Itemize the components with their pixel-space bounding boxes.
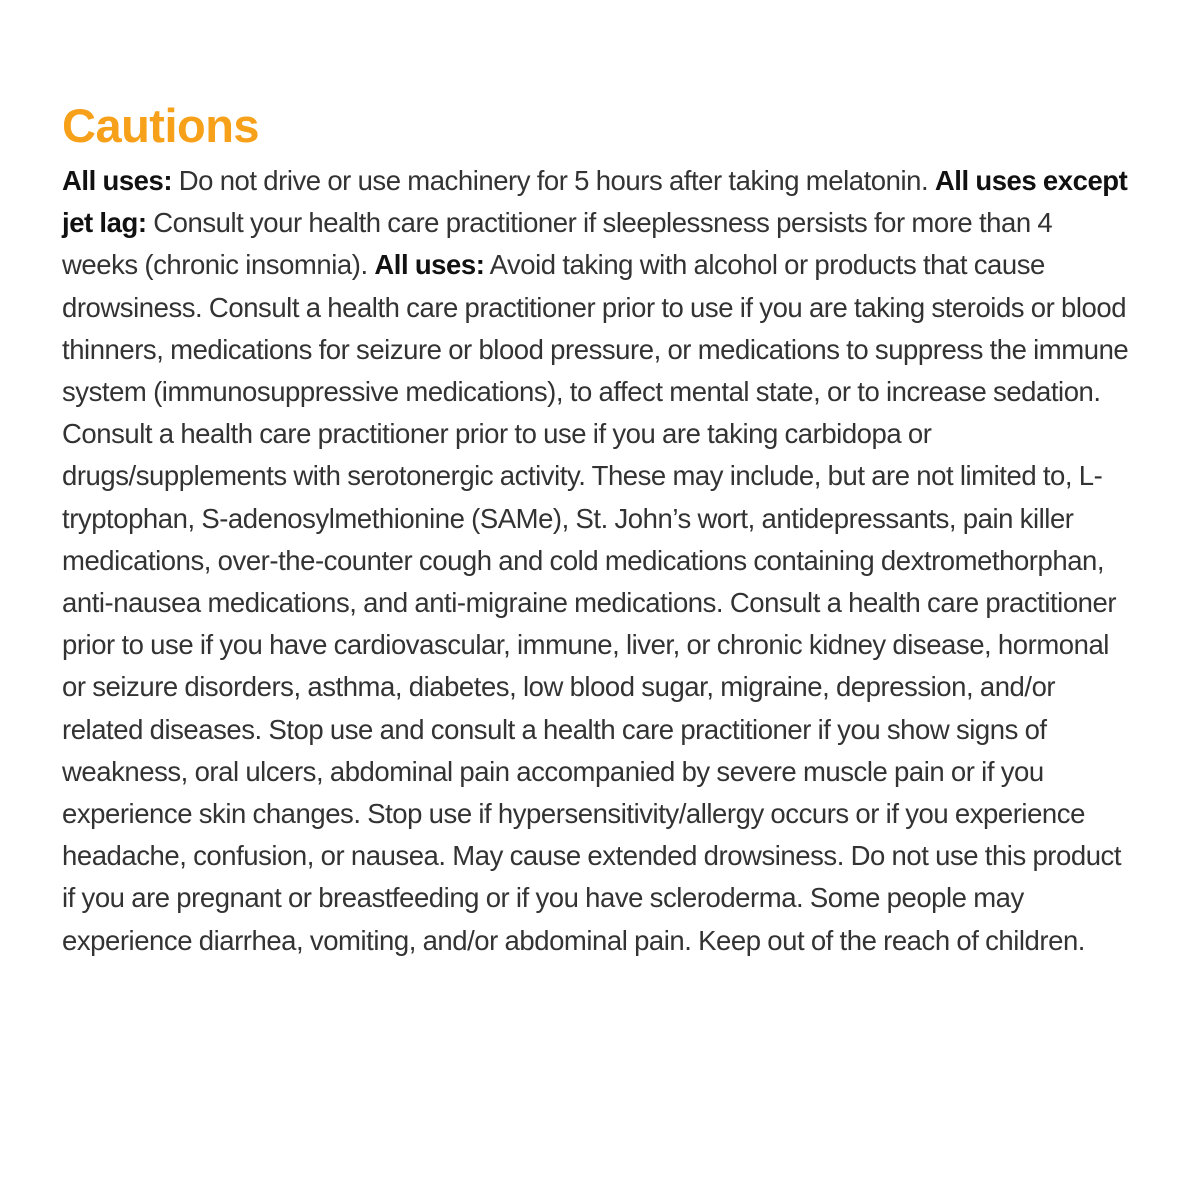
- label-all-uses: All uses:: [62, 165, 173, 196]
- cautions-section: [62, 98, 1134, 962]
- label-all-uses-except-jet-lag: All uses except jet lag:: [62, 165, 1128, 239]
- cautions-paragraph: [62, 160, 1134, 962]
- caution-text: Avoid taking with alcohol or products that cause drowsiness. Consult a health care practitioner prior to use if you are taking steroids or blood thinners, medications for seizure or blood pressure, or medications to suppress the immune system (immunosuppressive medications), to affect mental state, or to increase sedation. Consult a health care practitioner prior to use if you are taking carbidopa or drugs/supplements with serotonergic activity. These may include, but are not limited to, L-tryptophan, S-adenosylmethionine (SAMe), St. John’s wort, antidepressants, pain killer medications, over-the-counter cough and cold medications containing dextromethorphan, anti-nausea medications, and anti-migraine medications. Consult a health care practitioner prior to use if you have cardiovascular, immune, liver, or chronic kidney disease, hormonal or seizure disorders, asthma, diabetes, low blood sugar, migraine, depression, and/or related diseases. Stop use and consult a health care practitioner if you show signs of weakness, oral ulcers, abdominal pain accompanied by severe muscle pain or if you experience skin changes. Stop use if hypersensitivity/allergy occurs or if you experience headache, confusion, or nausea. May cause extended drowsiness. Do not use this product if you are pregnant or breastfeeding or if you have scleroderma. Some people may experience diarrhea, vomiting, and/or abdominal pain. Keep out of the reach of children.: [62, 249, 1129, 956]
- section-heading: Cautions: [62, 99, 260, 152]
- caution-text: Consult your health care practitioner if sleeplessness persists for more than 4 weeks (chronic insomnia).: [62, 207, 1053, 281]
- label-all-uses: All uses:: [374, 249, 485, 281]
- caution-text: Do not drive or use machinery for 5 hours after taking melatonin.: [172, 165, 935, 196]
